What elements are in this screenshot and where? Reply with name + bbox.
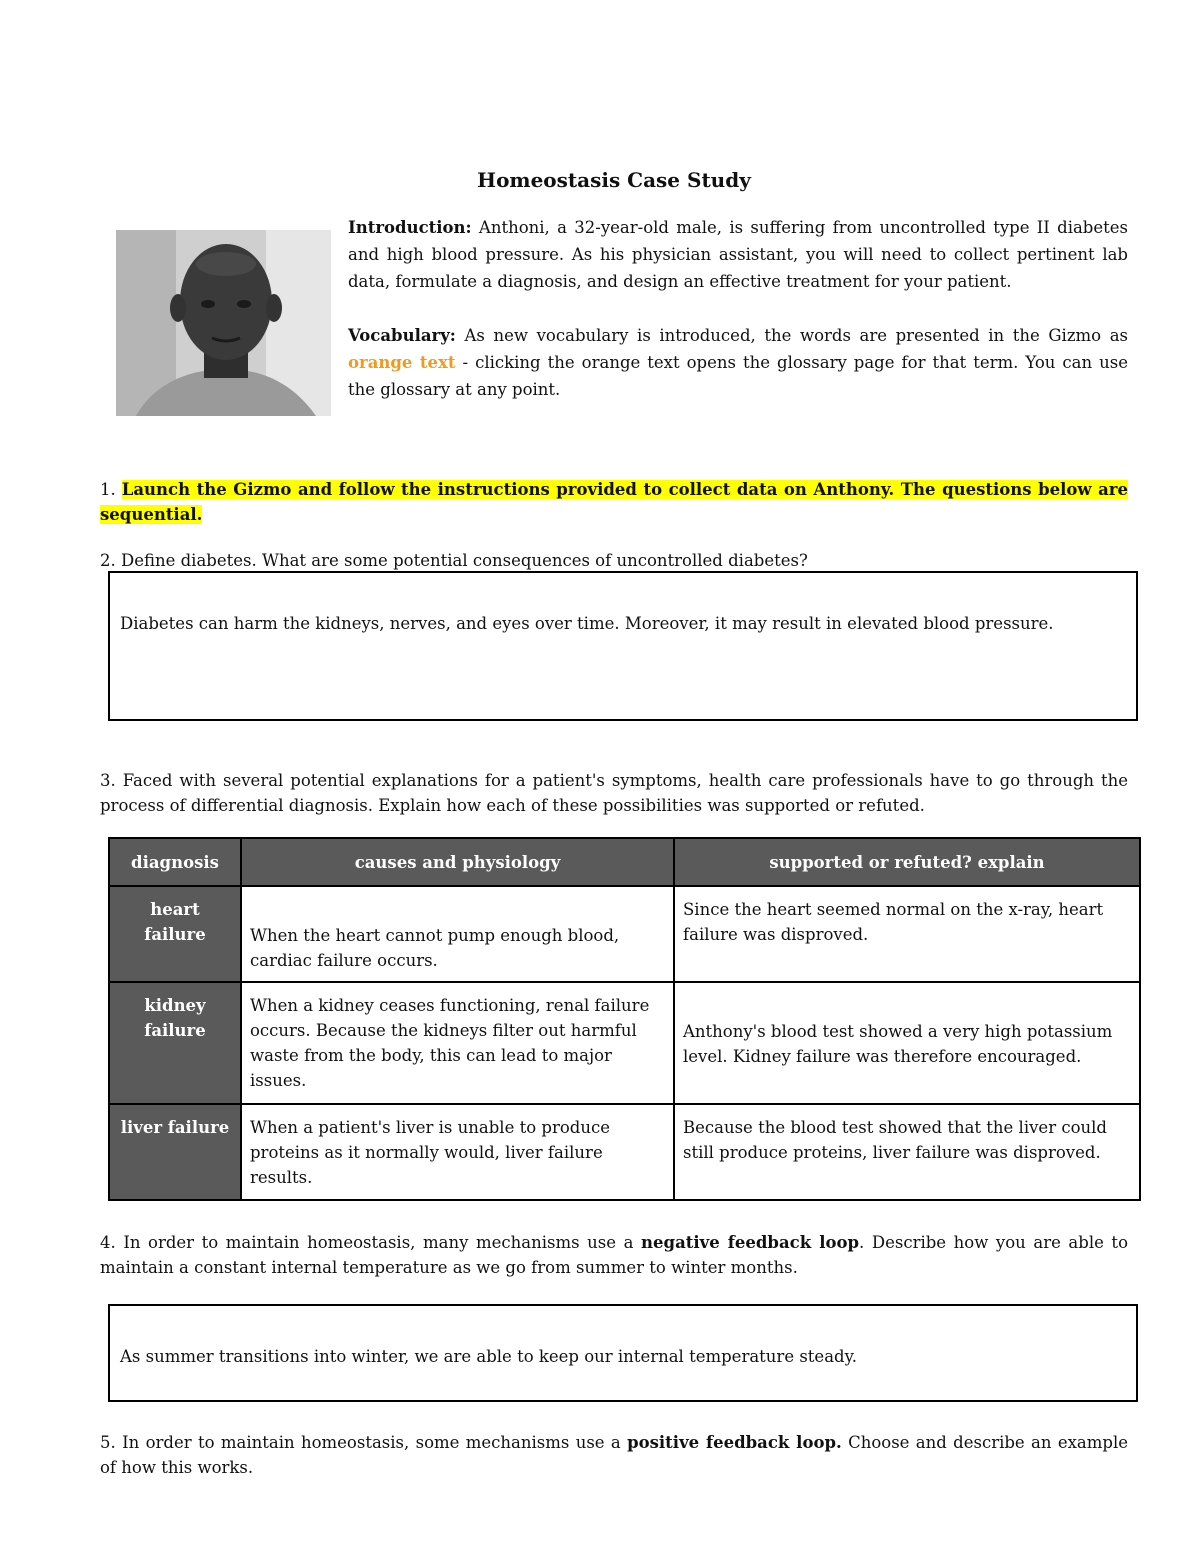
row-diagnosis: kidney failure — [109, 982, 241, 1104]
row-causes[interactable]: When a kidney ceases functioning, renal failure occurs. Because the kidneys filter out harmful waste from the body, this can lead to major issues. — [241, 982, 674, 1104]
question-1-text: Launch the Gizmo and follow the instructions provided to collect data on Anthony. The questions below are sequential. — [100, 480, 1128, 524]
introduction-label: Introduction: — [348, 218, 472, 237]
question-4 — [100, 1230, 1128, 1280]
vocabulary-label: Vocabulary: — [348, 326, 456, 345]
row-explain[interactable]: Anthony's blood test showed a very high potassium level. Kidney failure was therefore encouraged. — [674, 982, 1140, 1104]
question-4-text-2: . Describe how you are able to maintain a constant internal temperature as we go from summer to winter months. — [100, 1233, 1128, 1277]
patient-photo-graphic — [116, 230, 331, 416]
vocabulary-paragraph — [348, 322, 1128, 403]
row-causes[interactable]: When a patient's liver is unable to produce proteins as it normally would, liver failure results. — [241, 1104, 674, 1200]
question-1-number: 1. — [100, 480, 116, 499]
intro-section — [348, 214, 1128, 430]
introduction-text: Anthoni, a 32-year-old male, is suffering from uncontrolled type II diabetes and high blood pressure. As his physician assistant, you will need to collect pertinent lab data, formulate a diagnosis, and design an effective treatment for your patient. — [348, 218, 1128, 291]
row-diagnosis: liver failure — [109, 1104, 241, 1200]
row-explain[interactable]: Because the blood test showed that the liver could still produce proteins, liver failure was disproved. — [674, 1104, 1140, 1200]
question-5 — [100, 1430, 1128, 1480]
vocabulary-text-1: As new vocabulary is introduced, the words are presented in the Gizmo as — [464, 326, 1129, 345]
table-header-row — [109, 838, 1140, 886]
introduction-paragraph — [348, 214, 1128, 295]
question-4-bold: negative feedback loop — [641, 1233, 860, 1252]
orange-text-sample: orange text — [348, 353, 456, 372]
diagnosis-table — [108, 837, 1141, 1201]
question-5-bold: positive feedback loop. — [627, 1433, 842, 1452]
question-4-text-1: 4. In order to maintain homeostasis, many mechanisms use a — [100, 1233, 634, 1252]
patient-photo — [116, 230, 331, 416]
question-1 — [100, 477, 1128, 527]
question-2: 2. Define diabetes. What are some potential consequences of uncontrolled diabetes? — [100, 551, 808, 570]
question-4-answer-box[interactable] — [108, 1304, 1138, 1402]
question-4-answer: As summer transitions into winter, we are able to keep our internal temperature steady. — [120, 1347, 857, 1366]
row-causes[interactable]: When the heart cannot pump enough blood, cardiac failure occurs. — [241, 886, 674, 982]
header-causes: causes and physiology — [241, 838, 674, 886]
question-5-text-2: Choose and describe an example of how this works. — [100, 1433, 1128, 1477]
vocabulary-text-2: - clicking the orange text opens the glossary page for that term. You can use the glossary at any point. — [348, 353, 1128, 399]
table-row — [109, 982, 1140, 1104]
row-explain[interactable]: Since the heart seemed normal on the x-ray, heart failure was disproved. — [674, 886, 1140, 982]
row-diagnosis: heart failure — [109, 886, 241, 982]
question-2-answer-box[interactable] — [108, 571, 1138, 721]
header-explain: supported or refuted? explain — [674, 838, 1140, 886]
question-2-answer: Diabetes can harm the kidneys, nerves, and eyes over time. Moreover, it may result in elevated blood pressure. — [120, 614, 1054, 633]
question-5-text-1: 5. In order to maintain homeostasis, some mechanisms use a — [100, 1433, 621, 1452]
header-diagnosis: diagnosis — [109, 838, 241, 886]
page-title: Homeostasis Case Study — [477, 168, 751, 192]
table-row — [109, 1104, 1140, 1200]
question-3: 3. Faced with several potential explanations for a patient's symptoms, health care professionals have to go through the process of differential diagnosis. Explain how each of these possibilities was supported or refuted. — [100, 771, 1128, 815]
table-row — [109, 886, 1140, 982]
